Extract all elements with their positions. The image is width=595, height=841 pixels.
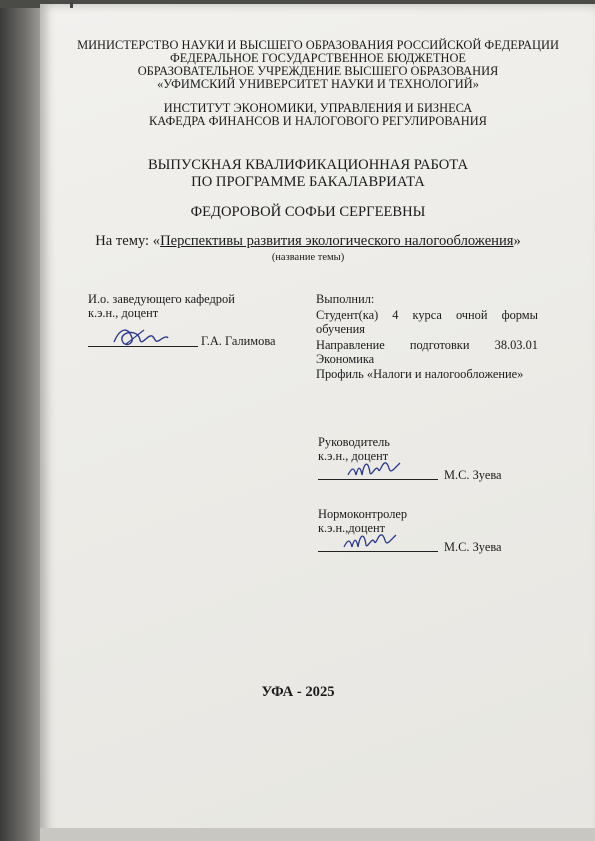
institution-type-line: ОБРАЗОВАТЕЛЬНОЕ УЧРЕЖДЕНИЕ ВЫСШЕГО ОБРАЗОВАНИЯ <box>137 64 499 78</box>
staple-mark <box>70 1 73 8</box>
head-signature <box>110 324 170 350</box>
supervisor-name: М.С. Зуева <box>444 468 502 482</box>
student-word: Студент(ка) <box>316 308 379 322</box>
direction-line <box>316 338 538 352</box>
normcontrol-name: М.С. Зуева <box>444 540 502 554</box>
head-degree: к.э.н., доцент <box>88 306 159 320</box>
normcontrol-signature <box>340 527 398 553</box>
direction-code: 38.03.01 <box>494 338 538 352</box>
work-type-line1: ВЫПУСКНАЯ КВАЛИФИКАЦИОННАЯ РАБОТА <box>147 157 469 173</box>
institute-name: ИНСТИТУТ ЭКОНОМИКИ, УПРАВЛЕНИЯ И БИЗНЕСА <box>163 101 473 115</box>
city-year: УФА - 2025 <box>261 684 335 700</box>
normcontrol-degree: к.э.н.,доцент <box>318 521 386 535</box>
supervisor-degree: к.э.н., доцент <box>318 449 389 463</box>
department-name: КАФЕДРА ФИНАНСОВ И НАЛОГОВОГО РЕГУЛИРОВАНИЯ <box>149 114 487 128</box>
work-type-line2: ПО ПРОГРАММЕ БАКАЛАВРИАТА <box>191 174 425 190</box>
student-line2: обучения <box>316 322 365 336</box>
course-word: курса <box>412 308 442 322</box>
author-name: ФЕДОРОВОЙ СОФЬИ СЕРГЕЕВНЫ <box>190 204 426 220</box>
scanner-edge <box>0 0 40 841</box>
head-name: Г.А. Галимова <box>201 334 276 348</box>
title-page <box>40 4 595 841</box>
university-name: «УФИМСКИЙ УНИВЕРСИТЕТ НАУКИ И ТЕХНОЛОГИЙ» <box>157 77 479 91</box>
paper-bottom-edge <box>40 828 595 841</box>
topic-suffix: » <box>513 233 521 249</box>
topic-title: Перспективы развития экологического налогообложения <box>160 233 514 249</box>
supervisor-signature <box>344 455 402 481</box>
supervisor-title: Руководитель <box>318 435 390 449</box>
profile-line: Профиль «Налоги и налогообложение» <box>316 367 524 381</box>
head-title: И.о. заведующего кафедрой <box>88 292 235 306</box>
student-line <box>316 308 538 322</box>
fulltime-word: очной <box>455 308 488 322</box>
form-word: формы <box>501 308 538 322</box>
ministry-line: МИНИСТЕРСТВО НАУКИ И ВЫСШЕГО ОБРАЗОВАНИЯ РОССИЙСКОЙ ФЕДЕРАЦИИ <box>77 38 559 52</box>
direction-name: Экономика <box>316 352 375 366</box>
performed-label: Выполнил: <box>316 292 375 306</box>
normcontrol-title: Нормоконтролер <box>318 507 408 521</box>
federal-state-line: ФЕДЕРАЛЬНОЕ ГОСУДАРСТВЕННОЕ БЮДЖЕТНОЕ <box>170 51 466 65</box>
topic-caption: (название темы) <box>271 252 345 263</box>
topic-prefix: На тему: « <box>95 233 161 249</box>
course-number: 4 <box>392 308 399 322</box>
topic-line <box>58 233 558 250</box>
training-word: подготовки <box>409 338 470 352</box>
direction-word: Направление <box>316 338 385 352</box>
